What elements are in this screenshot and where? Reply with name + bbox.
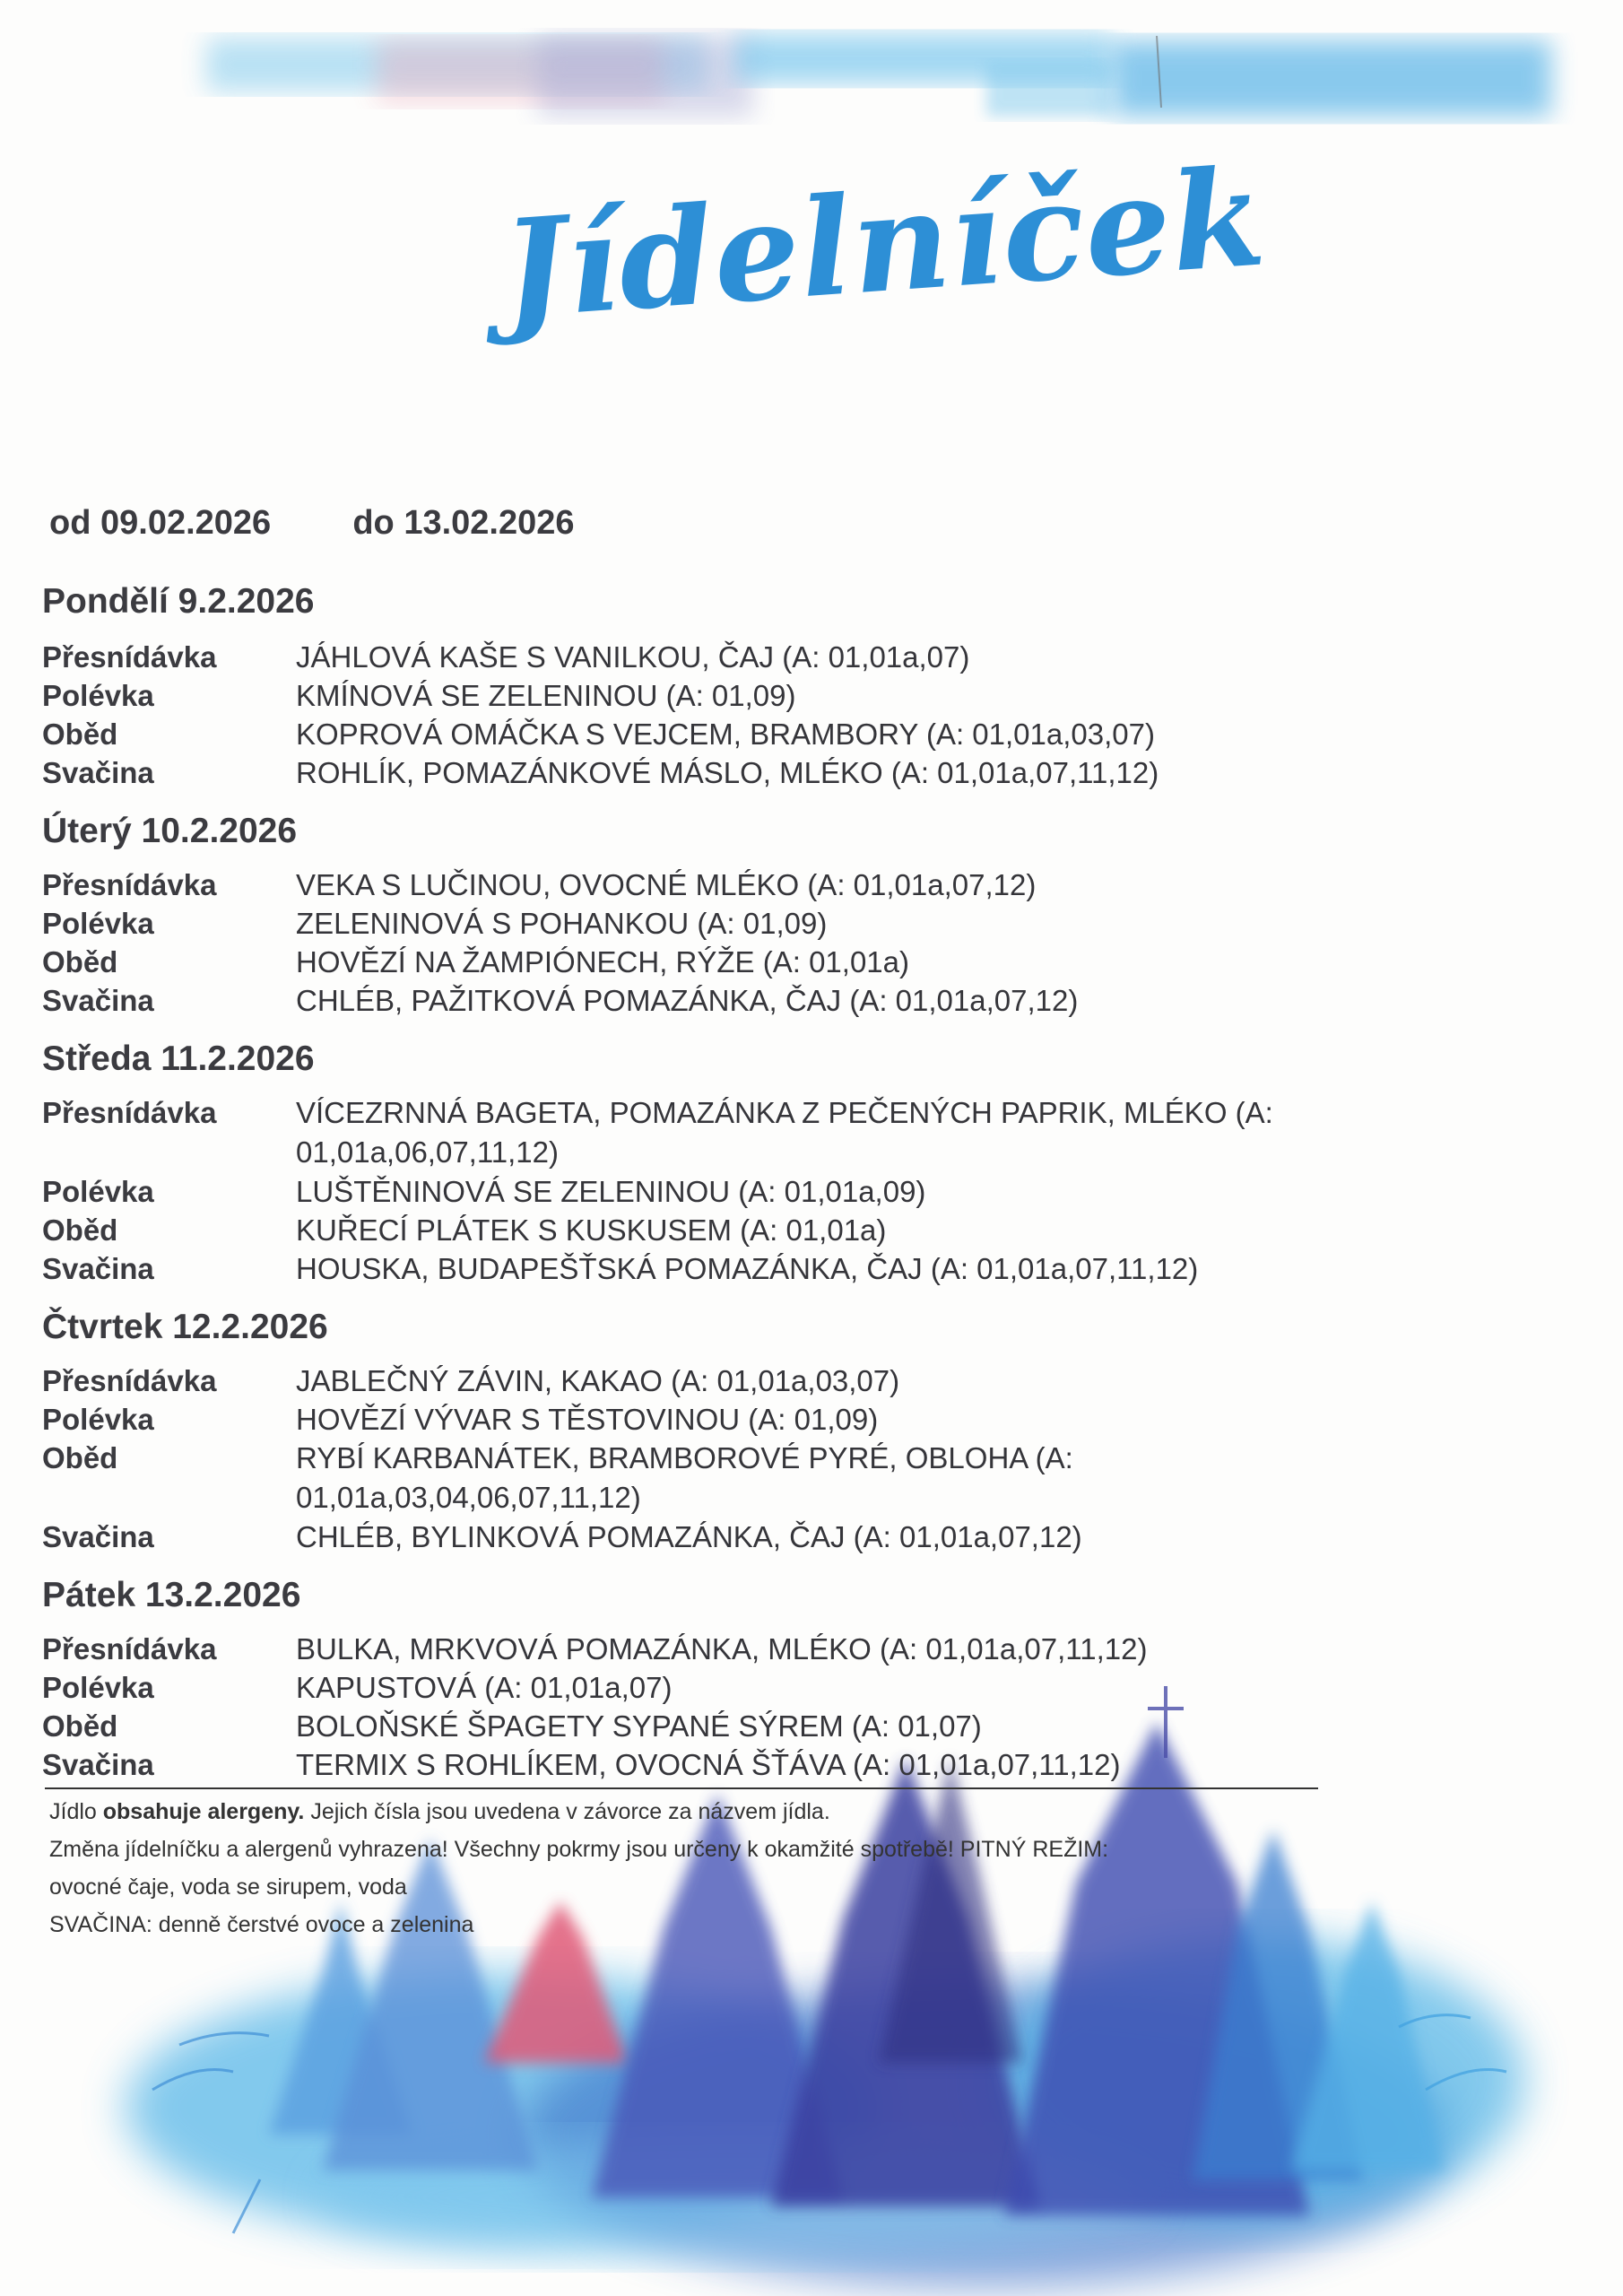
meal-label: Oběd	[42, 1441, 118, 1474]
meal-value: KMÍNOVÁ SE ZELENINOU (A: 01,09)	[296, 679, 796, 712]
day-heading-wednesday: Středa 11.2.2026	[42, 1039, 315, 1078]
day-heading-tuesday: Úterý 10.2.2026	[42, 812, 298, 850]
meal-label: Oběd	[42, 945, 118, 978]
meal-value: ROHLÍK, POMAZÁNKOVÉ MÁSLO, MLÉKO (A: 01,01a,07,11,12)	[296, 756, 1159, 789]
meal-label: Svačina	[42, 1520, 154, 1553]
meal-label: Svačina	[42, 1252, 154, 1285]
footer-divider	[45, 1787, 1318, 1789]
meal-label: Oběd	[42, 1709, 118, 1743]
meal-value: KOPROVÁ OMÁČKA S VEJCEM, BRAMBORY (A: 01,01a,03,07)	[296, 718, 1155, 751]
meal-value: RYBÍ KARBANÁTEK, BRAMBOROVÉ PYRÉ, OBLOHA (A: 01,01a,03,04,06,07,11,12)	[296, 1441, 1073, 1514]
date-to-label: do	[352, 504, 395, 542]
drinks-note: ovocné čaje, voda se sirupem, voda	[49, 1874, 407, 1900]
allergen-prefix: Jídlo	[49, 1799, 103, 1824]
meal-value: VÍCEZRNNÁ BAGETA, POMAZÁNKA Z PEČENÝCH PAPRIK, MLÉKO (A: 01,01a,06,07,11,12)	[296, 1096, 1273, 1169]
meal-label: Přesnídávka	[42, 1096, 217, 1129]
meal-label: Oběd	[42, 718, 118, 751]
meal-label: Přesnídávka	[42, 1364, 217, 1397]
meal-value: JABLEČNÝ ZÁVIN, KAKAO (A: 01,01a,03,07)	[296, 1364, 900, 1397]
day-heading-friday: Pátek 13.2.2026	[42, 1576, 301, 1614]
meal-label: Svačina	[42, 756, 154, 789]
day-heading-monday: Pondělí 9.2.2026	[42, 582, 315, 621]
allergen-suffix: Jejich čísla jsou uvedena v závorce za názvem jídla.	[304, 1799, 830, 1824]
change-notice: Změna jídelníčku a alergenů vyhrazena! Všechny pokrmy jsou určeny k okamžité spotřebě! PITNÝ REŽIM:	[49, 1837, 1109, 1862]
meal-value: JÁHLOVÁ KAŠE S VANILKOU, ČAJ (A: 01,01a,07)	[296, 640, 970, 674]
day-heading-thursday: Čtvrtek 12.2.2026	[42, 1308, 328, 1346]
meal-value: ZELENINOVÁ S POHANKOU (A: 01,09)	[296, 907, 828, 940]
allergen-note	[49, 1794, 1350, 1830]
date-from-label: od	[49, 504, 91, 542]
meal-label: Svačina	[42, 984, 154, 1017]
date-from: 09.02.2026	[100, 504, 272, 542]
meal-label: Svačina	[42, 1748, 154, 1781]
allergen-bold: obsahuje alergeny.	[102, 1799, 305, 1824]
meal-label: Polévka	[42, 1403, 154, 1436]
date-to: 13.02.2026	[404, 504, 575, 542]
meal-value: CHLÉB, BYLINKOVÁ POMAZÁNKA, ČAJ (A: 01,01a,07,12)	[296, 1520, 1082, 1553]
meal-value: BOLOŇSKÉ ŠPAGETY SYPANÉ SÝREM (A: 01,07)	[296, 1709, 982, 1743]
meal-value: BULKA, MRKVOVÁ POMAZÁNKA, MLÉKO (A: 01,01a,07,11,12)	[296, 1632, 1148, 1665]
meal-value: LUŠTĚNINOVÁ SE ZELENINOU (A: 01,01a,09)	[296, 1175, 926, 1208]
page-title: Jídelníček	[497, 138, 1271, 350]
meal-value: VEKA S LUČINOU, OVOCNÉ MLÉKO (A: 01,01a,07,12)	[296, 868, 1037, 901]
meal-label: Polévka	[42, 1175, 154, 1208]
meal-value: TERMIX S ROHLÍKEM, OVOCNÁ ŠŤÁVA (A: 01,01a,07,11,12)	[296, 1748, 1121, 1781]
meal-label: Polévka	[42, 907, 154, 940]
meal-value: HOVĚZÍ NA ŽAMPIÓNECH, RÝŽE (A: 01,01a)	[296, 945, 909, 978]
meal-label: Přesnídávka	[42, 1632, 217, 1665]
meal-value: CHLÉB, PAŽITKOVÁ POMAZÁNKA, ČAJ (A: 01,01a,07,12)	[296, 984, 1079, 1017]
date-range	[49, 496, 946, 550]
meal-value: HOVĚZÍ VÝVAR S TĚSTOVINOU (A: 01,09)	[296, 1403, 879, 1436]
meal-label: Polévka	[42, 679, 154, 712]
meal-label: Přesnídávka	[42, 868, 217, 901]
meal-value: KAPUSTOVÁ (A: 01,01a,07)	[296, 1671, 673, 1704]
meal-label: Polévka	[42, 1671, 154, 1704]
watercolor-wash-top	[206, 34, 1551, 117]
meal-label: Přesnídávka	[42, 640, 217, 674]
meal-value: KUŘECÍ PLÁTEK S KUSKUSEM (A: 01,01a)	[296, 1213, 887, 1247]
meal-value: HOUSKA, BUDAPEŠŤSKÁ POMAZÁNKA, ČAJ (A: 01,01a,07,11,12)	[296, 1252, 1199, 1285]
snack-note: SVAČINA: denně čerstvé ovoce a zelenina	[49, 1912, 474, 1937]
meal-label: Oběd	[42, 1213, 118, 1247]
